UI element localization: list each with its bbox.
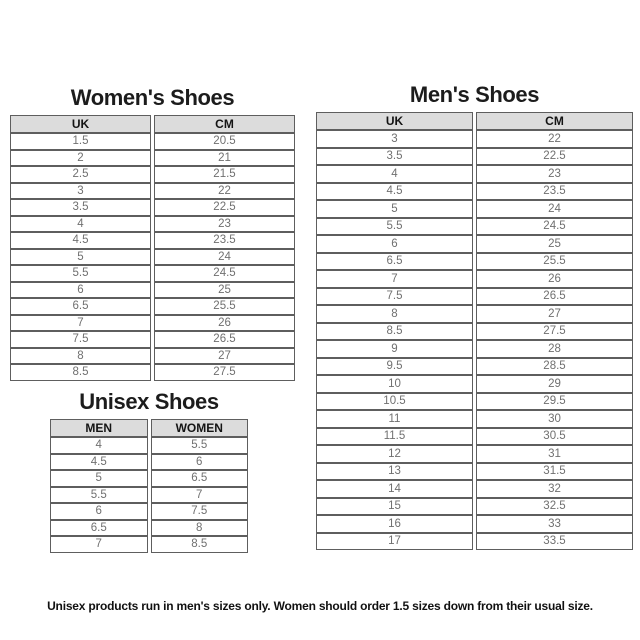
size-cell: 28.5 — [476, 358, 633, 376]
size-cell: 13 — [316, 463, 473, 481]
size-cell: 24.5 — [154, 265, 295, 282]
size-cell: 31.5 — [476, 463, 633, 481]
size-cell: 4 — [10, 216, 151, 233]
table-row — [10, 232, 295, 249]
column-header-cm: CM — [154, 115, 295, 133]
table-row — [316, 410, 633, 428]
size-cell: 29.5 — [476, 393, 633, 411]
table-row — [50, 487, 248, 504]
table-row — [10, 183, 295, 200]
size-cell: 24 — [476, 200, 633, 218]
size-cell: 3 — [316, 130, 473, 148]
size-cell: 6.5 — [10, 298, 151, 315]
column-header-women: WOMEN — [151, 419, 249, 437]
size-cell: 6 — [10, 282, 151, 299]
size-cell: 3 — [10, 183, 151, 200]
size-cell: 8.5 — [316, 323, 473, 341]
table-row — [316, 393, 633, 411]
mens-shoes-section — [313, 83, 636, 550]
size-cell: 9.5 — [316, 358, 473, 376]
column-header-uk: UK — [316, 112, 473, 130]
table-row — [316, 445, 633, 463]
size-cell: 6 — [151, 454, 249, 471]
womens-shoes-title: Women's Shoes — [70, 85, 235, 110]
size-cell: 20.5 — [154, 133, 295, 150]
size-cell: 33 — [476, 515, 633, 533]
size-cell: 4 — [316, 165, 473, 183]
table-row — [316, 515, 633, 533]
table-row — [316, 358, 633, 376]
size-cell: 25 — [154, 282, 295, 299]
table-row — [10, 364, 295, 381]
size-cell: 33.5 — [476, 533, 633, 551]
size-cell: 21 — [154, 150, 295, 167]
size-cell: 29 — [476, 375, 633, 393]
size-cell: 7 — [50, 536, 148, 553]
table-row — [316, 235, 633, 253]
size-cell: 6.5 — [50, 520, 148, 537]
size-cell: 5.5 — [316, 218, 473, 236]
size-cell: 22 — [476, 130, 633, 148]
size-cell: 11 — [316, 410, 473, 428]
unisex-shoes-title: Unisex Shoes — [79, 389, 219, 414]
table-row — [10, 282, 295, 299]
size-cell: 23.5 — [476, 183, 633, 201]
table-row — [10, 249, 295, 266]
table-row — [316, 165, 633, 183]
size-cell: 22 — [154, 183, 295, 200]
size-cell: 4.5 — [50, 454, 148, 471]
size-cell: 17 — [316, 533, 473, 551]
womens-shoes-table — [7, 115, 298, 381]
size-cell: 4.5 — [316, 183, 473, 201]
table-row — [316, 463, 633, 481]
size-cell: 5.5 — [50, 487, 148, 504]
mens-shoes-table — [313, 112, 636, 550]
size-cell: 32 — [476, 480, 633, 498]
size-cell: 7.5 — [10, 331, 151, 348]
size-cell: 4 — [50, 437, 148, 454]
table-row — [316, 218, 633, 236]
size-cell: 8.5 — [10, 364, 151, 381]
size-cell: 26.5 — [154, 331, 295, 348]
table-row — [316, 148, 633, 166]
table-row — [50, 454, 248, 471]
table-row — [316, 323, 633, 341]
size-cell: 9 — [316, 340, 473, 358]
size-cell: 8 — [316, 305, 473, 323]
size-cell: 26 — [476, 270, 633, 288]
table-row — [10, 348, 295, 365]
table-row — [50, 437, 248, 454]
size-cell: 31 — [476, 445, 633, 463]
table-row — [316, 183, 633, 201]
womens-shoes-section — [7, 86, 298, 381]
size-cell: 12 — [316, 445, 473, 463]
size-cell: 3.5 — [10, 199, 151, 216]
size-cell: 7 — [316, 270, 473, 288]
table-row — [316, 375, 633, 393]
size-cell: 22.5 — [154, 199, 295, 216]
size-cell: 5 — [316, 200, 473, 218]
table-row — [10, 150, 295, 167]
table-row — [316, 270, 633, 288]
size-cell: 15 — [316, 498, 473, 516]
table-row — [50, 520, 248, 537]
size-cell: 25.5 — [476, 253, 633, 271]
size-cell: 26 — [154, 315, 295, 332]
size-cell: 25 — [476, 235, 633, 253]
table-row — [50, 536, 248, 553]
size-cell: 2 — [10, 150, 151, 167]
table-row — [316, 533, 633, 551]
size-cell: 26.5 — [476, 288, 633, 306]
size-cell: 8.5 — [151, 536, 249, 553]
table-row — [10, 265, 295, 282]
header-row — [50, 419, 248, 437]
table-row — [50, 503, 248, 520]
size-cell: 10 — [316, 375, 473, 393]
column-header-cm: CM — [476, 112, 633, 130]
size-cell: 27.5 — [476, 323, 633, 341]
table-row — [10, 199, 295, 216]
table-row — [316, 130, 633, 148]
table-row — [50, 470, 248, 487]
mens-shoes-title: Men's Shoes — [409, 82, 540, 107]
size-cell: 5.5 — [10, 265, 151, 282]
table-row — [316, 340, 633, 358]
table-row — [316, 480, 633, 498]
size-cell: 7.5 — [316, 288, 473, 306]
table-row — [10, 133, 295, 150]
unisex-shoes-table — [47, 419, 251, 553]
table-row — [10, 315, 295, 332]
size-cell: 28 — [476, 340, 633, 358]
size-cell: 25.5 — [154, 298, 295, 315]
size-cell: 7 — [151, 487, 249, 504]
unisex-shoes-section — [47, 390, 251, 553]
size-cell: 23 — [154, 216, 295, 233]
table-row — [10, 331, 295, 348]
size-cell: 23 — [476, 165, 633, 183]
header-row — [10, 115, 295, 133]
table-row — [10, 166, 295, 183]
column-header-men: MEN — [50, 419, 148, 437]
size-cell: 6 — [50, 503, 148, 520]
size-cell: 8 — [151, 520, 249, 537]
table-row — [316, 305, 633, 323]
size-cell: 5 — [50, 470, 148, 487]
table-row — [316, 288, 633, 306]
size-cell: 6.5 — [316, 253, 473, 271]
size-cell: 32.5 — [476, 498, 633, 516]
table-row — [316, 498, 633, 516]
size-cell: 22.5 — [476, 148, 633, 166]
size-cell: 7.5 — [151, 503, 249, 520]
size-cell: 2.5 — [10, 166, 151, 183]
size-cell: 27.5 — [154, 364, 295, 381]
size-cell: 16 — [316, 515, 473, 533]
size-cell: 11.5 — [316, 428, 473, 446]
size-cell: 14 — [316, 480, 473, 498]
table-row — [316, 253, 633, 271]
size-cell: 6.5 — [151, 470, 249, 487]
size-cell: 5 — [10, 249, 151, 266]
size-cell: 4.5 — [10, 232, 151, 249]
table-row — [10, 298, 295, 315]
size-cell: 10.5 — [316, 393, 473, 411]
header-row — [316, 112, 633, 130]
size-cell: 6 — [316, 235, 473, 253]
size-cell: 30 — [476, 410, 633, 428]
size-cell: 23.5 — [154, 232, 295, 249]
column-header-uk: UK — [10, 115, 151, 133]
size-cell: 5.5 — [151, 437, 249, 454]
footer-note: Unisex products run in men's sizes only. Women should order 1.5 sizes down from their usual size. — [47, 599, 593, 613]
size-cell: 24 — [154, 249, 295, 266]
size-cell: 1.5 — [10, 133, 151, 150]
size-cell: 21.5 — [154, 166, 295, 183]
size-cell: 8 — [10, 348, 151, 365]
size-cell: 27 — [476, 305, 633, 323]
size-cell: 27 — [154, 348, 295, 365]
table-row — [316, 200, 633, 218]
size-cell: 7 — [10, 315, 151, 332]
size-cell: 3.5 — [316, 148, 473, 166]
size-cell: 30.5 — [476, 428, 633, 446]
table-row — [316, 428, 633, 446]
size-cell: 24.5 — [476, 218, 633, 236]
table-row — [10, 216, 295, 233]
